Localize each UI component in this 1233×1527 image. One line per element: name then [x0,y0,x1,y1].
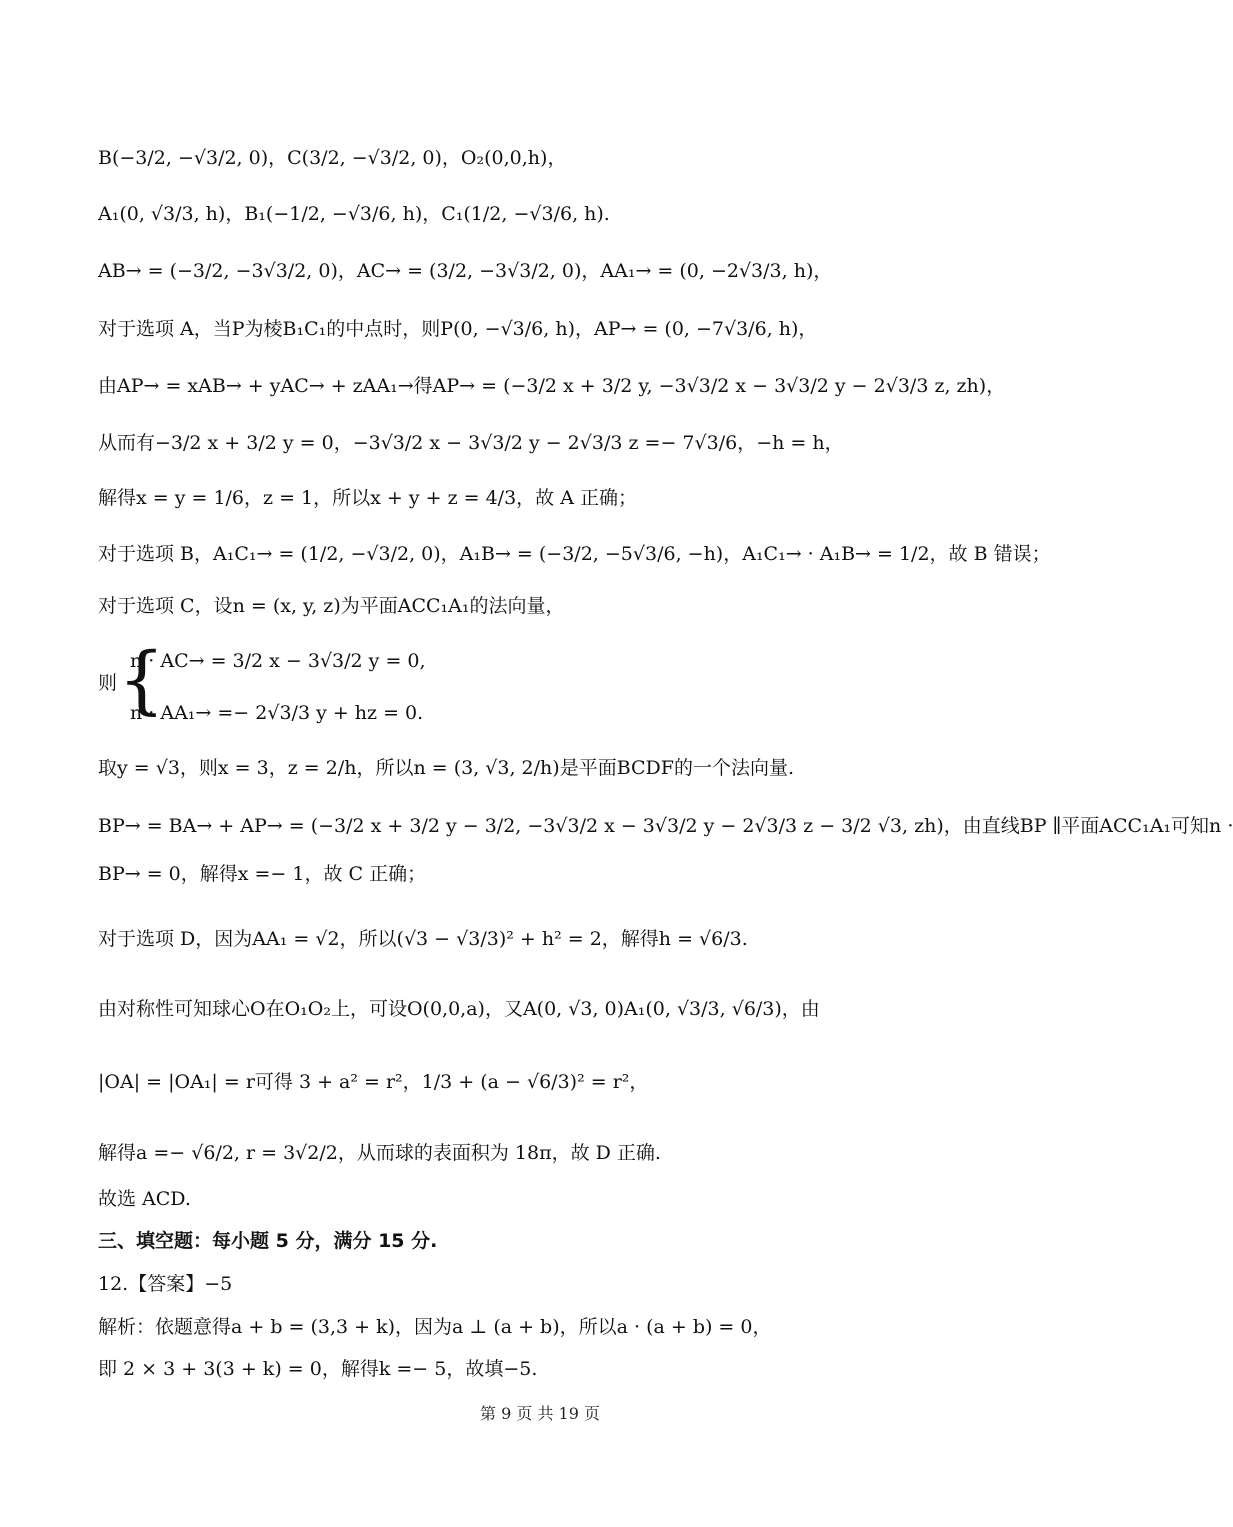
system-label: 则 [98,672,118,694]
answer-analysis: 解析：依题意得a + b = (3,3 + k)，因为a ⊥ (a + b)，所以a · (a + b) = 0， [98,1316,772,1338]
answer-title: 12.【答案】−5 [98,1273,233,1295]
page-footer: 第 9 页 共 19 页 [480,1404,600,1423]
answer-conclusion: 即 2 × 3 + 3(3 + k) = 0，解得k =− 5，故填−5. [98,1358,538,1380]
text-line: BP→ = BA→ + AP→ = (−3/2 x + 3/2 y − 3/2, −3√3/2 x − 3√3/2 y − 2√3/3 z − 3/2 √3, zh)，由直线BP ∥平面ACC₁A₁可知n · [98,815,1233,837]
text-line: 由对称性可知球心O在O₁O₂上，可设O(0,0,a)，又A(0, √3, 0)A₁(0, √3/3, √6/3)，由 [98,998,820,1020]
text-line: |OA| = |OA₁| = r可得 3 + a² = r²，1/3 + (a − √6/3)² = r²， [98,1071,649,1093]
system-equation-1: n · AC→ = 3/2 x − 3√3/2 y = 0, [130,650,426,672]
left-brace: { [118,637,166,723]
text-line: 从而有−3/2 x + 3/2 y = 0，−3√3/2 x − 3√3/2 y − 2√3/3 z =− 7√3/6，−h = h， [98,432,844,454]
text-line: 对于选项 B，A₁C₁→ = (1/2, −√3/2, 0)，A₁B→ = (−3/2, −5√3/6, −h)，A₁C₁→ · A₁B→ = 1/2，故 B 错误； [98,543,1051,565]
text-line: B(−3/2, −√3/2, 0)，C(3/2, −√3/2, 0)，O₂(0,0,h)， [98,147,567,169]
text-line: 对于选项 A，当P为棱B₁C₁的中点时，则P(0, −√3/6, h)，AP→ = (0, −7√3/6, h)， [98,318,818,340]
text-line: 解得x = y = 1/6，z = 1，所以x + y + z = 4/3，故 A 正确； [98,487,637,509]
section-heading: 三、填空题：每小题 5 分，满分 15 分. [98,1230,438,1252]
text-line: 解得a =− √6/2, r = 3√2/2，从而球的表面积为 18π，故 D 正确. [98,1142,661,1164]
text-line: 取y = √3，则x = 3，z = 2/h，所以n = (3, √3, 2/h)是平面BCDF的一个法向量. [98,757,795,779]
system-equation-2: n · AA₁→ =− 2√3/3 y + hz = 0. [130,702,424,724]
text-line: 对于选项 C，设n = (x, y, z)为平面ACC₁A₁的法向量， [98,595,565,617]
text-line: 对于选项 D，因为AA₁ = √2，所以(√3 − √3/3)² + h² = 2，解得h = √6/3. [98,928,748,950]
text-line: BP→ = 0，解得x =− 1，故 C 正确； [98,863,427,885]
text-line: AB→ = (−3/2, −3√3/2, 0)，AC→ = (3/2, −3√3/2, 0)，AA₁→ = (0, −2√3/3, h)， [98,260,833,282]
text-line: A₁(0, √3/3, h)，B₁(−1/2, −√3/6, h)，C₁(1/2, −√3/6, h). [98,203,610,225]
text-line: 由AP→ = xAB→ + yAC→ + zAA₁→得AP→ = (−3/2 x + 3/2 y, −3√3/2 x − 3√3/2 y − 2√3/3 z, zh)， [98,375,1006,397]
text-line: 故选 ACD. [98,1188,191,1210]
